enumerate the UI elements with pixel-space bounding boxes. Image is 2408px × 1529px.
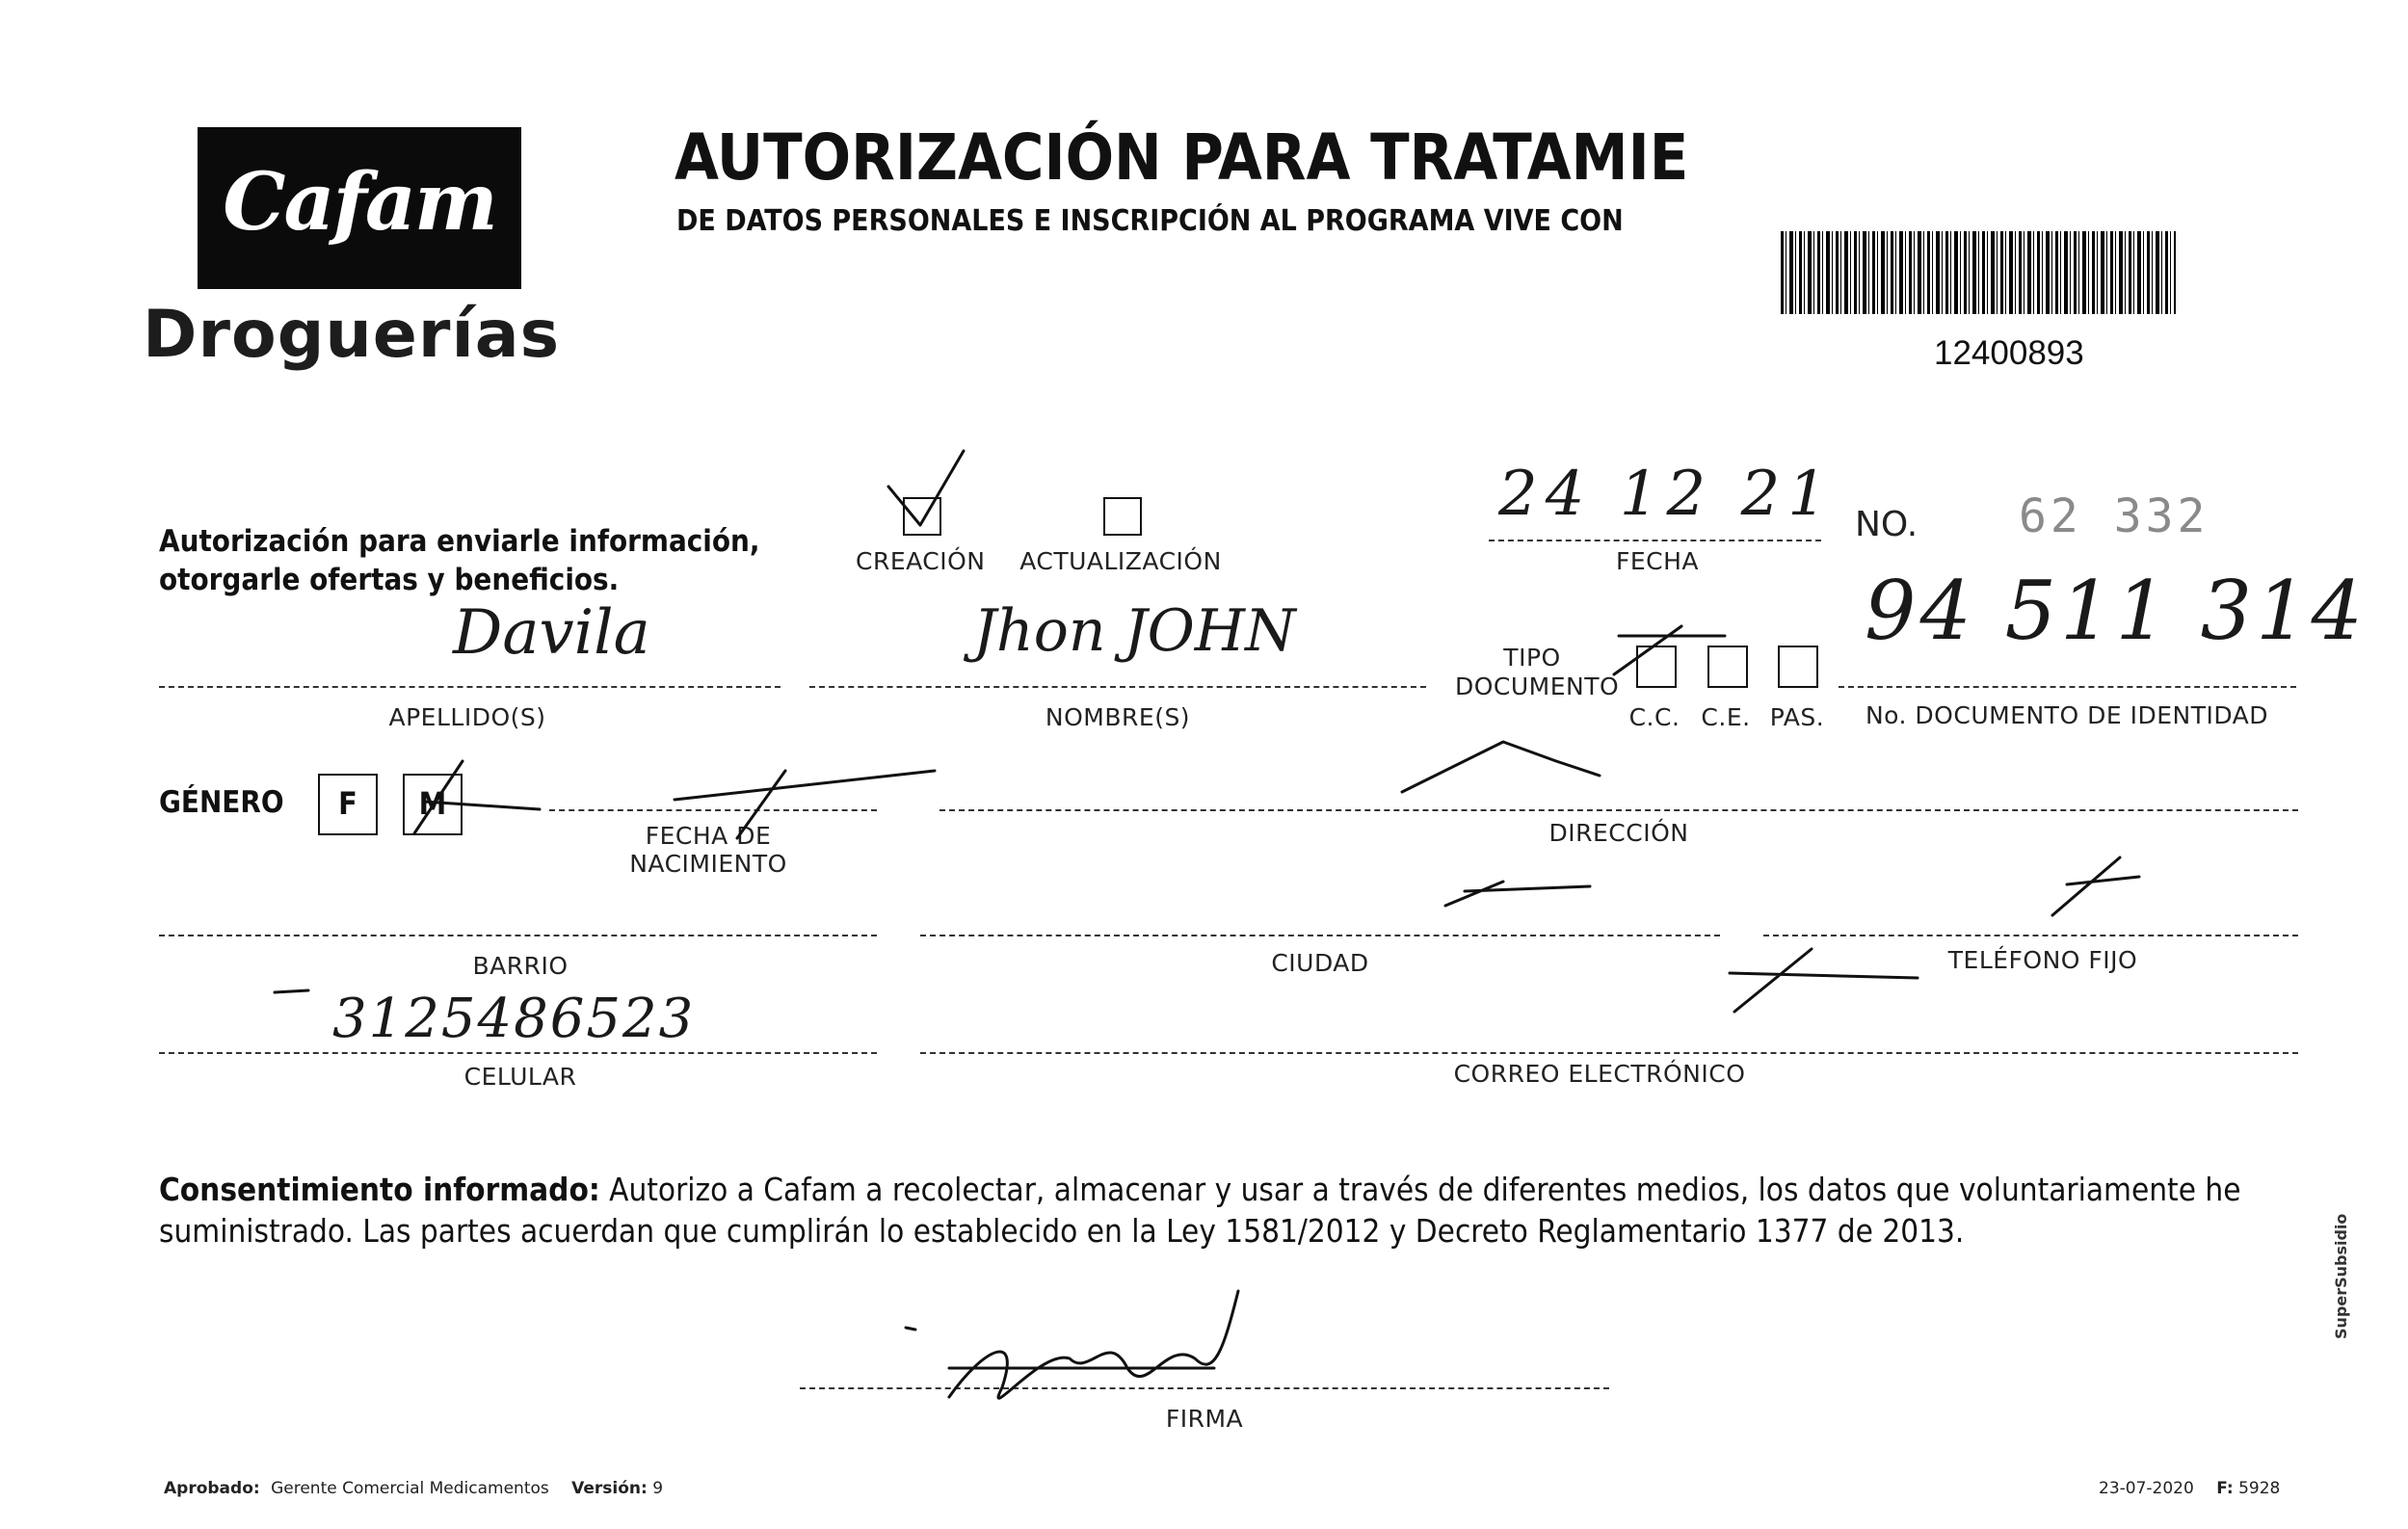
cafam-logo — [198, 127, 521, 289]
consent-heading: Consentimiento informado: — [159, 1171, 600, 1208]
phone-strike — [2052, 857, 2139, 915]
email-line — [920, 1052, 2298, 1054]
doc-number-line — [1839, 686, 2296, 688]
signature-line — [800, 1387, 1609, 1389]
consent-line-1-text: Autorizo a Cafam a recolectar, almacenar y usar a través de diferentes medios, los datos que voluntariamente he — [609, 1171, 2241, 1208]
doc-type-cc-label: C.C. — [1628, 703, 1680, 731]
doc-number-label: No. DOCUMENTO DE IDENTIDAD — [1865, 701, 2269, 729]
footer-form-value: 5928 — [2238, 1479, 2281, 1498]
email-strike — [1730, 949, 1918, 1012]
birth-date-line — [549, 809, 877, 811]
number-value: 62 332 — [2019, 489, 2210, 543]
doc-type-ce-label: C.E. — [1701, 703, 1751, 731]
page-subtitle: DE DATOS PERSONALES E INSCRIPCIÓN AL PROGRAMA VIVE CON — [676, 204, 1624, 238]
cafam-logo-text: Cafam — [223, 156, 496, 249]
gender-female-label: F — [338, 785, 357, 822]
footer-date-form — [2099, 1479, 2280, 1498]
footer-approved — [164, 1479, 663, 1498]
date-value: 24 12 21 — [1498, 459, 1835, 530]
number-label: NO. — [1855, 505, 1918, 544]
doc-type-cc-checkbox[interactable] — [1636, 646, 1677, 688]
footer-version-value: 9 — [652, 1479, 664, 1498]
doc-type-pas-label: PAS. — [1769, 703, 1825, 731]
mobile-line — [159, 1052, 877, 1054]
name-line — [809, 686, 1426, 688]
email-label: CORREO ELECTRÓNICO — [1453, 1060, 1746, 1088]
side-stamp: SuperSubsidio — [2332, 1213, 2350, 1339]
doc-type-label: TIPO DOCUMENTO — [1455, 644, 1620, 700]
address-label: DIRECCIÓN — [1548, 819, 1689, 847]
gender-label: GÉNERO — [159, 785, 284, 820]
creation-label: CREACIÓN — [856, 547, 986, 575]
consent-line-2: suministrado. Las partes acuerdan que cumplirán lo establecido en la Ley 1581/2012 y Decreto Reglamentario 1377 de 2013. — [159, 1212, 1965, 1250]
address-line — [939, 809, 2298, 811]
authorization-intro: Autorización para enviarle información, otorgarle ofertas y beneficios. — [159, 524, 760, 597]
doc-type-ce-checkbox[interactable] — [1707, 646, 1748, 688]
mobile-label: CELULAR — [463, 1063, 577, 1091]
phone-label: TELÉFONO FIJO — [1947, 946, 2138, 974]
surname-line — [159, 686, 781, 688]
footer-date: 23-07-2020 — [2099, 1479, 2194, 1498]
page-title: AUTORIZACIÓN PARA TRATAMIE — [675, 120, 1689, 195]
consent-text — [159, 1169, 2303, 1252]
phone-line — [1763, 935, 2298, 936]
footer-approved-value: Gerente Comercial Medicamentos — [271, 1479, 549, 1498]
mobile-value: 3125486523 — [332, 988, 696, 1050]
doc-number-value: 94 511 314 — [1865, 564, 2367, 658]
city-label: CIUDAD — [1271, 949, 1369, 977]
creation-checkbox[interactable] — [903, 497, 941, 536]
date-label: FECHA — [1615, 547, 1700, 575]
name-value: Jhon JOHN — [973, 597, 1296, 665]
footer-form-label: F: — [2216, 1479, 2234, 1498]
doc-type-pas-checkbox[interactable] — [1778, 646, 1818, 688]
mobile-dash — [275, 990, 308, 992]
barcode-number: 12400893 — [1934, 334, 2084, 372]
footer-version-label: Versión: — [571, 1479, 648, 1498]
city-line — [920, 935, 1720, 936]
footer-approved-label: Aprobado: — [164, 1479, 260, 1498]
date-line — [1489, 540, 1821, 541]
birth-date-label: FECHA DE NACIMIENTO — [629, 822, 787, 878]
droguerias-subtitle: Droguerías — [143, 297, 561, 373]
consent-line-1 — [159, 1169, 2303, 1210]
barcode — [1781, 231, 2176, 314]
signature-scribble — [906, 1291, 1238, 1398]
surname-value: Davila — [453, 597, 650, 669]
signature-label: FIRMA — [1165, 1405, 1244, 1433]
update-checkbox[interactable] — [1103, 497, 1142, 536]
surname-label: APELLIDO(S) — [388, 703, 546, 731]
update-label: ACTUALIZACIÓN — [1019, 547, 1222, 575]
gender-male-label: M — [418, 785, 447, 822]
neighborhood-label: BARRIO — [472, 952, 569, 980]
city-strike — [1445, 882, 1590, 906]
name-label: NOMBRE(S) — [1045, 703, 1191, 731]
address-strike — [1402, 742, 1600, 792]
neighborhood-line — [159, 935, 877, 936]
